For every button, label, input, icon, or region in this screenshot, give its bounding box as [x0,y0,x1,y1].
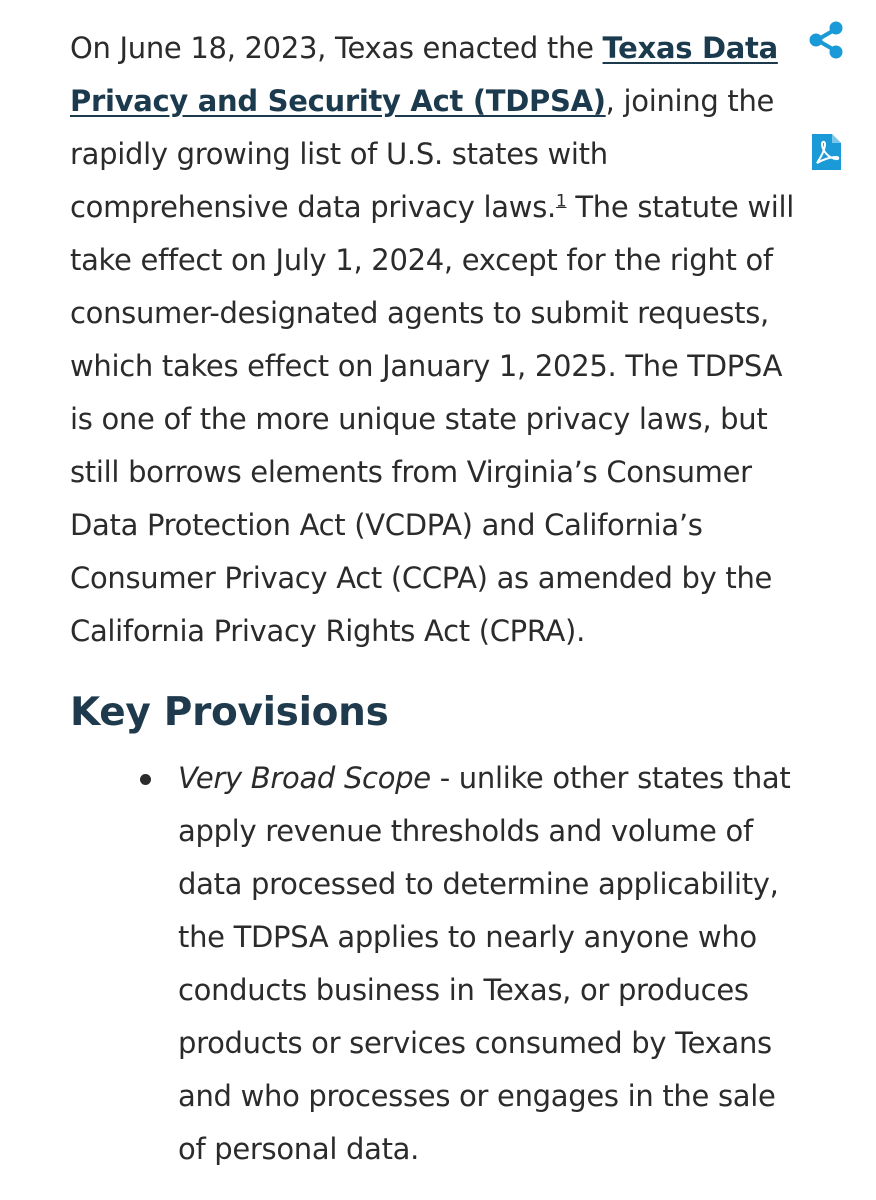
intro-text-after-footnote: The statute will take effect on July 1, 2024, except for the right of consumer-designated agents to submit requests, which takes effect on January 1, 2025. The TDPSA is one of the more unique state privacy laws, but still borrows elements from Virginia’s Consumer Data Protection Act (VCDPA) and California’s Consumer Privacy Act (CCPA) as amended by the California Privacy Rights Act (CPRA). [70,190,795,648]
footnote-1-link[interactable]: 1 [555,191,567,212]
pdf-icon[interactable] [806,132,846,172]
list-item [178,752,808,1176]
provision-description: - unlike other states that apply revenue thresholds and volume of data processed to determine applicability, the TDPSA applies to nearly anyone who conducts business in Texas, or produces products or services consumed by Texans and who processes or engages in the sale of personal data. [178,761,791,1166]
intro-text-before-link: On June 18, 2023, Texas enacted the [70,31,603,65]
provision-term: Very Broad Scope [178,761,431,795]
share-icon[interactable] [806,20,846,60]
side-tools [806,20,846,172]
key-provisions-heading: Key Provisions [70,690,389,735]
bullet-icon [140,774,151,785]
tdpsa-statute-link[interactable]: Texas Data Privacy and Security Act (TDPSA) [70,31,778,118]
intro-paragraph [70,22,808,658]
intro-text-after-link: , joining the rapidly growing list of U.S. states with comprehensive data privacy laws. [70,84,775,224]
footnote-1 [556,191,567,211]
article-body [70,22,808,1176]
key-provisions-list [70,752,808,1176]
